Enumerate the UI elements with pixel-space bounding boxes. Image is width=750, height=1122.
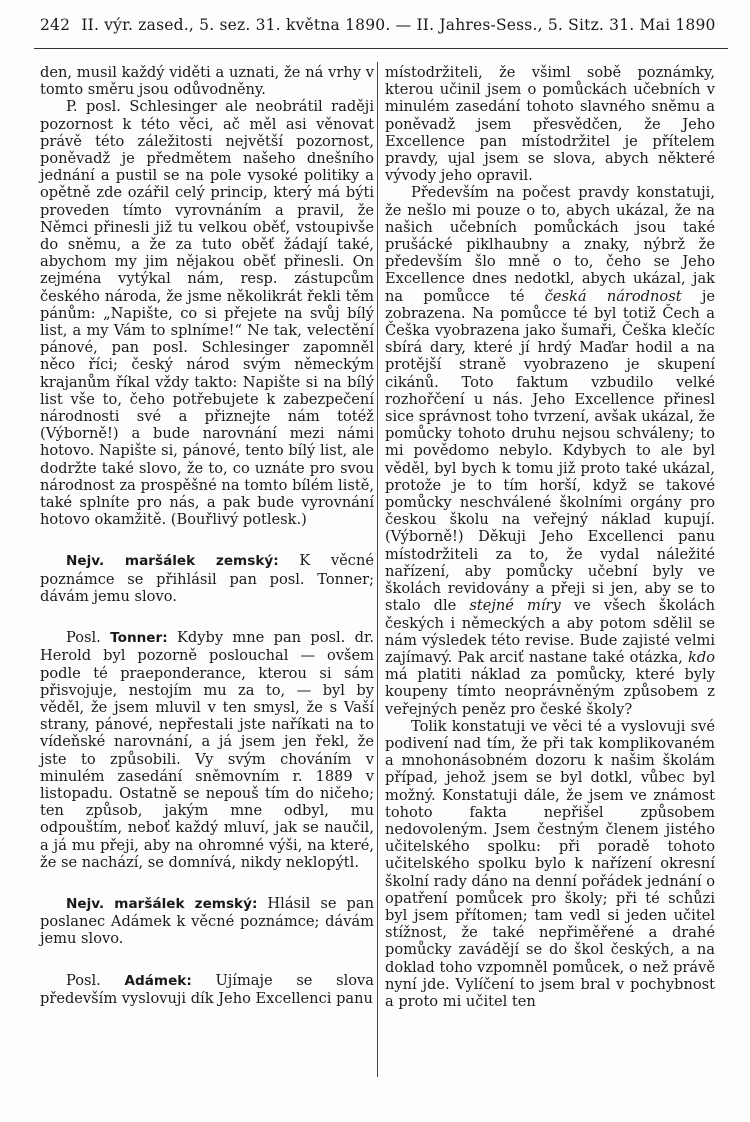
right-paragraph-1: místodržiteli, že všiml sobě poznámky, kterou učinil jsem o pomůckách učebních v minulém zasedání tohoto slavného sněmu a poněvadž jsem přesvědčen, že Jeho Excellence pan místodržitel je přítelem pravdy, ujal jsem se slova, abych některé vývody jeho opravil. (385, 64, 715, 185)
speech-adamek (40, 972, 374, 1007)
speech-tonner (40, 629, 374, 871)
speaker-name: Nejv. maršálek zemský: (66, 553, 279, 570)
text-run: má platiti náklad za pomůcky, které byly koupeny tímto neoprávněným způsobem z veřejných peněz pro české školy? (385, 666, 715, 718)
left-column (40, 64, 374, 1007)
header-czech: II. výr. zased., 5. sez. 31. května 1890. (81, 16, 391, 34)
speech-marshal-1 (40, 552, 374, 605)
right-paragraph-2 (385, 184, 715, 717)
column-divider (377, 62, 378, 1077)
header-separator: — (395, 16, 412, 34)
speaker-prefix: Posl. (66, 971, 125, 989)
speech-marshal-2 (40, 895, 374, 948)
italic-phrase: česká národnost (544, 287, 682, 305)
speech-text: K věcné poznámce se přihlásil pan posl. Tonner; dávám jemu slovo. (40, 552, 374, 605)
italic-phrase: kdo (688, 648, 715, 666)
speaker-name: Nejv. maršálek zemský: (66, 895, 258, 912)
italic-phrase: stejné míry (469, 597, 561, 615)
page-header (40, 16, 720, 34)
header-rule (34, 48, 728, 49)
speaker-name: Tonner: (110, 630, 168, 647)
right-column (385, 64, 715, 1010)
page-number: 242 (40, 16, 71, 34)
text-run: ve všech školách českých i německých a aby potom sdělil se nám výsledek této revise. Bude zajisté velmi zajímavý. Pak arciť nastane také otázka, (385, 597, 715, 666)
text-run: je zobrazena. Na pomůcce té byl totiž Čech a Češka vyobrazena jako šumaři, Češka klečíc sbírá dary, které jí hrdý Maďar hodil a na protější straně vyobrazeno je skupení cikánů. Toto faktum vzbudilo velké rozhořčení u nás. Jeho Excellence přinesl sice správnost toho tvrzení, avšak ukázal, že pomůcky tohoto druhu nejsou schváleny; to mi povědomo nebylo. Kdybych to ale byl věděl, byl bych k tomu již proto také ukázal, protože je to tím horší, když se takové pomůcky neschválené školními orgány pro českou školu na veřejný náklad kupují. (Výborně!) Děkuji Jeho Excellenci panu místodržiteli za to, že vydal náležité nařízení, aby pomůcky učební byly ve školách revidovány a přeji si jen, aby se to stalo dle (385, 287, 715, 615)
header-german: II. Jahres-Sess., 5. Sitz. 31. Mai 1890 (416, 16, 716, 34)
text-run: Především na počest pravdy konstatuji, že nešlo mi pouze o to, abych ukázal, že na našich učebních pomůckách jsou také prušácké piklhaubny a znaky, nýbrž že především šlo mně o to, čeho se Jeho Excellence dnes nedotkl, abych ukázal, jak na pomůcce té (385, 184, 715, 305)
left-paragraph-1: den, musil každý viděti a uznati, že ná vrhy v tomto směru jsou odůvodněny. (40, 64, 374, 99)
speaker-prefix: Posl. (66, 629, 111, 647)
speaker-name: Adámek: (124, 972, 192, 989)
speech-text: Hlásil se pan poslanec Adámek k věcné poznámce; dávám jemu slovo. (40, 894, 374, 948)
speech-text: Ujímaje se slova především vyslovuji dík Jeho Excellenci panu (40, 971, 374, 1007)
speech-text: Kdyby mne pan posl. dr. Herold byl pozorně poslouchal — ovšem podle té praeponderance, kterou si sám přisvojuje, nestojím mu za to, — byl by věděl, že jsem mluvil v ten smysl, že s Vaší strany, pánové, nepřestali jste naříkati na to vídeňské narovnání, a já jsem jen řekl, že jste to způsobili. Vy svým chováním v minulém zasedání sněmovním r. 1889 v listopadu. Ostatně se nepouš tím do ničeho; ten způsob, jakým mne odbyl, mu odpouštím, neboť každý mluví, jak se naučil, a já mu přeji, aby na ohromné výši, na které, že se nachází, se domnívá, nikdy neklopýtl. (40, 629, 374, 871)
right-paragraph-3: Tolik konstatuji ve věci té a vyslovuji své podivení nad tím, že při tak komplikovaném a mnohonásobném dozoru k našim školám případ, jehož jsem se byl dotkl, vůbec byl možný. Konstatuji dále, že jsem ve známost tohoto fakta nepřišel způsobem nedovoleným. Jsem čestným členem jistého učitelského spolku: při poradě tohoto učitelského spolku bylo k nařízení okresní školní rady dáno na denní pořádek jednání o opatření pomůcek pro školy; při té schůzi byl jsem přítomen; tam vedl si jeden učitel stížnost, že také nepřiměřené a drahé pomůcky zavádějí se do škol českých, a na doklad toho vzpomněl pomůcek, o než právě nyní jde. Vylíčení to jsem bral v pochybnost a proto mi učitel ten (385, 717, 715, 1010)
left-paragraph-2: P. posl. Schlesinger ale neobrátil raději pozornost k této věci, ač měl asi věnovat právě této záležitosti největší pozornost, poněvadž je předmětem našeho dnešního jednání a pustil se na pole vysoké politiky a opětně zde ozářil celý princip, který má býti proveden tímto vyrovnáním a pravil, že Němci přinesli již tu velkou oběť, vstoupivše do sněmu, a že za tuto oběť žádají také, abychom my jim nějakou oběť přinesli. On zejména vytýkal nám, resp. zástupcům českého národa, že jsme několikrát řekli těm pánům: „Napište, co si přejete na svůj bílý list, a my Vám to splníme!“ Ne tak, velectění pánové, pan posl. Schlesinger zapomněl něco říci; český národ svým německým krajanům říkal vždy takto: Napište si na bílý list vše to, čeho potřebujete k zabezpečení národnosti své a přiznejte nám totéž (Výborně!) a bude narovnání mezi námi hotovo. Napište si, pánové, tento bílý list, ale dodržte také slovo, že to, co uznáte pro svou národnost za prospěšné na tomto bílém listě, také splníte pro nás, a pak bude vyrovnání hotovo okamžitě. (Bouřlivý potlesk.) (40, 98, 374, 529)
